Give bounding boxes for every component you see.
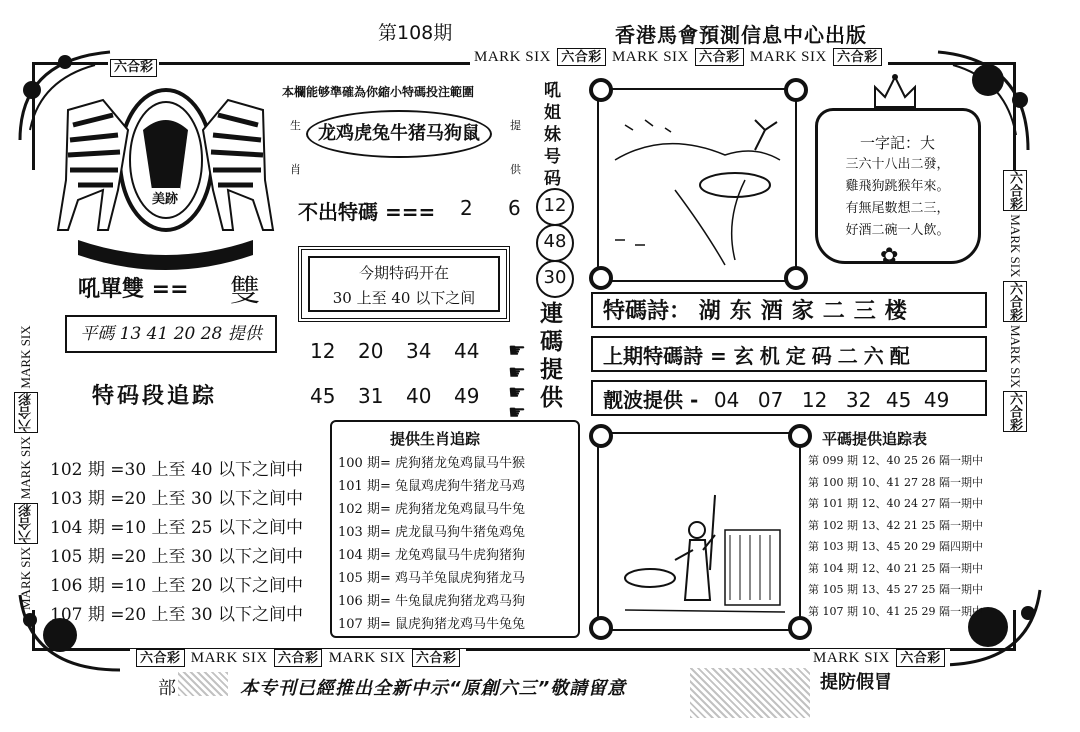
footer-left-text: 部 [158, 678, 176, 699]
strip-logo: 六合彩 [14, 392, 38, 433]
footer-scan-noise [690, 668, 810, 718]
not-out-value: 2 [460, 196, 473, 220]
footer-warning: 提防假冒 [820, 672, 892, 693]
strip-mark-six: MARK SIX [18, 325, 33, 389]
grid-number: 40 [406, 384, 432, 408]
zodiac-text: = 鸡马羊兔鼠虎狗猪龙马 [379, 571, 525, 586]
grid-number: 44 [454, 339, 480, 363]
grid-number: 34 [406, 339, 432, 363]
zodiac-text: = 鼠虎狗猪龙鸡马牛兔兔 [379, 617, 525, 632]
history-text: =10 上至 20 以下之间中 [110, 576, 303, 596]
zebra-emblem-illustration [48, 80, 278, 270]
flat-tracking-row: 第 103 期 13、45 20 29 隔四期中 [808, 540, 983, 553]
odd-even-value: 雙 [230, 274, 260, 309]
flat-tracking-row: 第 101 期 12、40 24 27 隔一期中 [808, 497, 983, 510]
zodiac-tracking-row [338, 590, 525, 613]
strip-logo: 六合彩 [1003, 170, 1027, 211]
current-range-line2: 30 上至 40 以下之间 [332, 289, 476, 307]
zodiac-tracking-list [338, 452, 525, 636]
last-poem-box [591, 336, 987, 372]
zodiac-issue: 101 期 [338, 479, 380, 494]
zodiac-tracking-row [338, 567, 525, 590]
strip-mark-six: MARK SIX [1008, 214, 1023, 278]
strip-logo: 六合彩 [14, 503, 38, 544]
strip-mark-six: MARK SIX [18, 436, 33, 500]
consecutive-provide-title: 連碼提供 [540, 301, 563, 411]
zodiac-issue: 103 期 [338, 525, 380, 540]
history-text: =10 上至 25 以下之间中 [110, 518, 303, 538]
banner-logo: 六合彩 [136, 649, 185, 667]
circled-number: 48 [536, 224, 574, 262]
banner-mark-six: MARK SIX [190, 650, 268, 666]
frame-corner-ring [589, 424, 613, 448]
odd-even-label: 吼單雙 == [78, 277, 189, 302]
grid-number: 20 [358, 339, 384, 363]
one-word-line: 三六十八出二發， [845, 157, 950, 172]
frame-corner-ring [589, 78, 613, 102]
not-out-row [298, 196, 435, 225]
banner-logo: 六合彩 [833, 48, 882, 66]
history-text: =30 上至 40 以下之间中 [110, 460, 303, 480]
zodiac-top-note: 本欄能够準確為你縮小特碼投注範圍 [282, 85, 475, 99]
current-poem-box [591, 292, 987, 328]
zodiac-issue: 105 期 [338, 571, 380, 586]
history-issue: 107 期 [50, 605, 105, 625]
banner-mark-six: MARK SIX [813, 650, 890, 666]
flat-tracking-list [808, 450, 983, 622]
grid-number: 49 [454, 384, 480, 408]
zodiac-tracking-row [338, 498, 525, 521]
history-row [50, 543, 303, 572]
banner-mark-six: MARK SIX [611, 49, 689, 65]
footer-notice: 本专刊已經推出全新中示“原創六三”敬請留意 [240, 678, 627, 699]
zodiac-text: = 虎狗猪龙兔鸡鼠马牛猴 [379, 456, 525, 471]
zodiac-tracking-title: 提供生肖追踪 [390, 430, 481, 448]
one-word-line: 好酒二碗一人飲。 [845, 223, 950, 238]
history-row [50, 514, 303, 543]
zodiac-right-chars: 提 供 [510, 119, 521, 176]
zodiac-issue: 104 期 [338, 548, 380, 563]
banner-logo: 六合彩 [412, 649, 461, 667]
history-row [50, 485, 303, 514]
pointing-hand-icon: ☛ [508, 338, 526, 362]
zodiac-text: = 龙兔鸡鼠马牛虎狗猪狗 [379, 548, 525, 563]
history-text: =20 上至 30 以下之间中 [110, 489, 303, 509]
wave-label: 靓波提供 - [603, 388, 699, 412]
history-row [50, 601, 303, 630]
issue-number: 第108期 [378, 22, 453, 44]
zodiac-text: = 兔鼠鸡虎狗牛猪龙马鸡 [379, 479, 525, 494]
right-strip [1001, 170, 1029, 610]
zodiac-animals: 龙鸡虎兔牛猪马狗鼠 [318, 123, 480, 144]
number-grid-row1 [310, 339, 502, 363]
grid-number: 12 [310, 339, 336, 363]
zodiac-tracking-row [338, 544, 525, 567]
zodiac-text: = 虎龙鼠马狗牛猪兔鸡兔 [379, 525, 525, 540]
history-issue: 102 期 [50, 460, 105, 480]
wave-number: 32 [845, 388, 872, 412]
banner-mark-six: MARK SIX [328, 650, 406, 666]
left-strip [12, 170, 40, 610]
frame-corner-ring [784, 78, 808, 102]
flat-tracking-title: 平碼提供追踪表 [822, 430, 928, 448]
zodiac-left-chars: 生 肖 [290, 119, 301, 176]
flower-ornament-icon: ✿ [880, 244, 899, 269]
zodiac-tracking-row [338, 613, 525, 636]
one-word-line: 有無尾數想二三， [845, 201, 950, 216]
current-range-box [298, 246, 510, 322]
banner-logo: 六合彩 [110, 59, 157, 77]
history-issue: 105 期 [50, 547, 105, 567]
wave-number: 45 [885, 388, 912, 412]
top-banner [470, 48, 888, 66]
scholar-sketch [615, 490, 790, 620]
last-poem-label: 上期特碼詩 = [603, 344, 727, 368]
history-issue: 106 期 [50, 576, 105, 596]
one-word-title: 一字記：大 [859, 134, 935, 152]
wave-numbers-box [591, 380, 987, 416]
circled-number: 12 [536, 188, 574, 226]
zodiac-animals-oval [306, 110, 492, 158]
bottom-banner [130, 649, 466, 667]
banner-logo: 六合彩 [896, 649, 945, 667]
strip-logo: 六合彩 [1003, 391, 1027, 432]
emblem-text: 美跡 [150, 188, 180, 207]
current-poem-label: 特碼詩： [603, 299, 692, 324]
zodiac-issue: 106 期 [338, 594, 380, 609]
one-word-content [825, 132, 970, 242]
flat-code-box [65, 315, 277, 353]
pointing-hand-icon: ☛ [508, 400, 526, 424]
history-text: =20 上至 30 以下之间中 [110, 547, 303, 567]
frame-corner-ring [788, 424, 812, 448]
zodiac-tracking-row [338, 521, 525, 544]
history-list [50, 456, 303, 630]
strip-logo: 六合彩 [1003, 281, 1027, 322]
flat-code-text: 平碼 13 41 20 28 提供 [80, 324, 262, 344]
tracking-title: 特码段追踪 [92, 384, 218, 409]
publisher-title: 香港馬會預測信息中心出版 [615, 23, 867, 47]
zodiac-issue: 107 期 [338, 617, 380, 632]
not-out-label: 不出特碼 === [298, 200, 436, 224]
history-issue: 104 期 [50, 518, 105, 538]
banner-mark-six: MARK SIX [474, 49, 551, 65]
grid-number: 31 [358, 384, 384, 408]
current-poem-text: 湖东酒家二三楼 [698, 299, 916, 324]
zodiac-tracking-row [338, 475, 525, 498]
bottom-banner-right [810, 649, 950, 667]
grid-number: 45 [310, 384, 336, 408]
zodiac-issue: 100 期 [338, 456, 380, 471]
frame-corner-ring [784, 266, 808, 290]
frame-corner-ring [589, 616, 613, 640]
wave-number: 07 [757, 388, 784, 412]
flat-tracking-row: 第 107 期 10、41 25 29 隔一期中 [808, 604, 983, 618]
banner-mark-six: MARK SIX [749, 49, 827, 65]
number-grid-row2 [310, 384, 502, 408]
wave-number: 12 [801, 388, 828, 412]
not-out-value: 6 [508, 196, 521, 220]
current-range-line1: 今期特码开在 [358, 264, 449, 282]
history-row [50, 456, 303, 485]
flat-tracking-row: 第 102 期 13、42 21 25 隔一期中 [808, 518, 983, 532]
zodiac-text: = 虎狗猪龙兔鸡鼠马牛兔 [379, 502, 525, 517]
flat-tracking-row: 第 100 期 10、41 27 28 隔一期中 [808, 475, 983, 489]
zodiac-tracking-row [338, 452, 525, 475]
wave-number: 04 [713, 388, 740, 412]
banner-logo: 六合彩 [557, 48, 606, 66]
sisters-numbers-title: 吼姐妹号码 [544, 81, 561, 189]
zodiac-text: = 牛兔鼠虎狗猪龙鸡马狗 [379, 594, 525, 609]
banner-logo: 六合彩 [274, 649, 323, 667]
reindeer-sketch [605, 100, 785, 270]
history-text: =20 上至 30 以下之间中 [110, 605, 303, 625]
pointing-hand-icon: ☛ [508, 360, 526, 384]
pointing-hand-icon: ☛ [508, 380, 526, 404]
history-row [50, 572, 303, 601]
circled-number: 30 [536, 260, 574, 298]
history-issue: 103 期 [50, 489, 105, 509]
strip-mark-six: MARK SIX [18, 546, 33, 610]
banner-logo: 六合彩 [695, 48, 744, 66]
wave-number: 49 [923, 388, 950, 412]
flat-tracking-row: 第 099 期 12、40 25 26 隔一期中 [808, 454, 983, 467]
last-poem-text: 玄机定码二六配 [733, 344, 916, 368]
flat-tracking-row: 第 105 期 13、45 27 25 隔一期中 [808, 583, 983, 596]
crown-icon [870, 72, 920, 112]
footer-scan-noise [178, 672, 228, 696]
one-word-line: 雞飛狗跳猴年來。 [845, 179, 950, 194]
flat-tracking-row: 第 104 期 12、40 21 25 隔一期中 [808, 561, 983, 575]
strip-mark-six: MARK SIX [1008, 324, 1023, 389]
zodiac-issue: 102 期 [338, 502, 380, 517]
